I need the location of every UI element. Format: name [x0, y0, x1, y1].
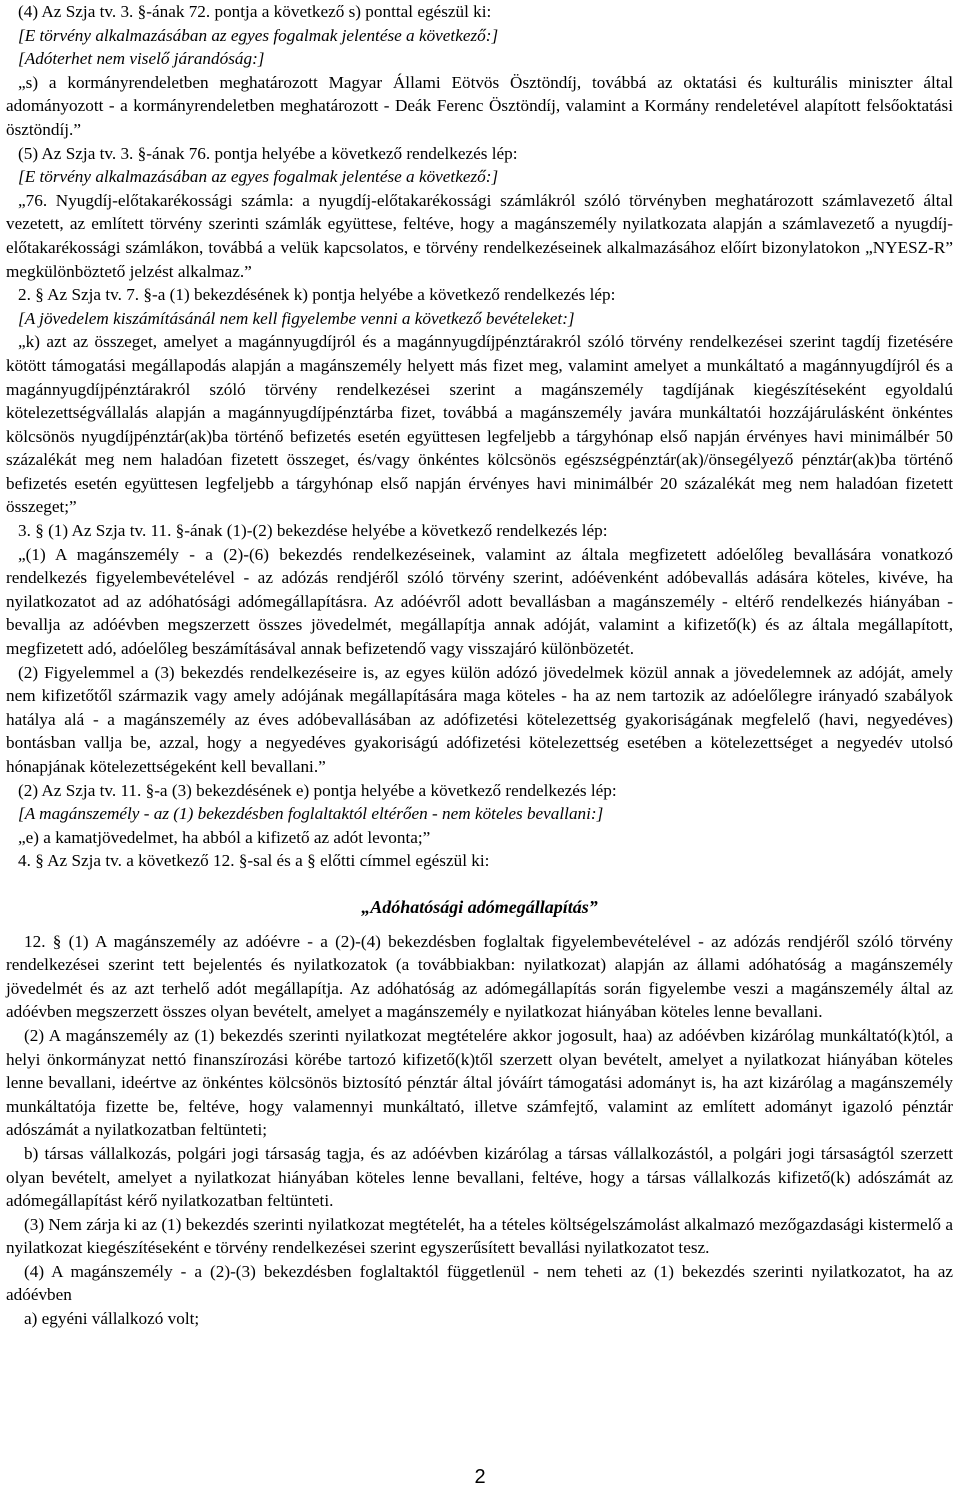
page-number: 2	[474, 1466, 486, 1488]
paragraph: (4) Az Szja tv. 3. §-ának 72. pontja a következő s) ponttal egészül ki:	[18, 2, 492, 21]
paragraph: b) társas vállalkozás, polgári jogi társaság tagja, és az adóévben kizárólag a társas vállalkozástól, a polgári jogi társaságtól szerzett olyan bevételt, amelyet a nyilatkozat hiányában köteles lenne bevallani, feltéve, hogy a társas vállalkozás kifizető(k) adószámát az adómegállapítást kérő nyilatkozatban feltünteti.	[6, 1143, 953, 1211]
paragraph: (4) A magánszemély - a (2)-(3) bekezdésben foglaltaktól függetlenül - nem teheti az (1) bekezdés szerinti nyilatkozatot, ha az adóévben	[6, 1261, 953, 1305]
paragraph-italic: [A magánszemély - az (1) bekezdésben foglaltaktól eltérően - nem köteles bevallani:]	[18, 804, 604, 824]
paragraph: „(1) A magánszemély - a (2)-(6) bekezdés rendelkezéseinek, valamint az általa megfizetett adóelőleg bevallására vonatkozó rendelkezés figyelembevételével - az adózás rendjéről szóló törvény szerint, adóévenként adóbevallás adására köteles, kivéve, ha nyilatkozatot ad az adóhatósági adómegállapításra. Az adóévről adott bevallásban a magánszemély - eltérő rendelkezés hiányában - bevallja az adóévben megszerzett összes jövedelmét, megállapítja annak adóját, valamint a kifizető(k) és az általa megállapított, megfizetett adó, adóelőleg beszámításával annak befizetendő vagy visszajáró különbözetét.	[6, 544, 953, 659]
paragraph-italic: [E törvény alkalmazásában az egyes fogalmak jelentése a következő:]	[18, 25, 499, 45]
paragraph: a) egyéni vállalkozó volt;	[24, 1309, 200, 1329]
paragraph: (5) Az Szja tv. 3. §-ának 76. pontja helyébe a következő rendelkezés lép:	[18, 143, 518, 163]
paragraph: (2) Figyelemmel a (3) bekezdés rendelkezéseire is, az egyes külön adózó jövedelmek közül annak a jövedelemnek az adóját, amely nem kifizetőtől származik vagy amely adójának megállapítására maga köteles - ha az nem tartozik az adóelőlegre irányadó szabályok hatálya alá - a magánszemély az éves adóbevallásában az adófizetési kötelezettség gyakoriságának megfelelő (havi, negyedéves) bontásban vallja be, azzal, hogy a negyedéves gyakoriságú adófizetési kötelezettség esetében a kötelezettséget a negyedév utolsó hónapjának kötelezettségeként kell bevallani.”	[6, 662, 953, 776]
paragraph-italic: [Adóterhet nem viselő járandóság:]	[18, 49, 265, 69]
paragraph: „e) a kamatjövedelmet, ha abból a kifizető az adót levonta;”	[18, 827, 431, 847]
paragraph: (2) Az Szja tv. 11. §-a (3) bekezdésének e) pontja helyébe a következő rendelkezés lép:	[18, 780, 617, 800]
paragraph: „76. Nyugdíj-előtakarékossági számla: a nyugdíj-előtakarékossági számlákról szóló törvényben meghatározott számlavezető által vezetett, az említett törvény szerinti számlák együttese, feltéve, hogy a magánszemély nyilatkozata alapján a számlavezető a nyugdíj-előtakarékossági számlákon, továbbá a velük kapcsolatos, e törvény rendelkezéseinek alkalmazásához előírt bizonylatokon „NYESZ-R” megkülönböztető jelzést alkalmaz.”	[6, 190, 953, 281]
paragraph: 12. § (1) A magánszemély az adóévre - a (2)-(4) bekezdésben foglaltak figyelembevételével - az adózás rendjéről szóló törvény rendelkezései szerint tett bejelentés és nyilatkozatok (a továbbiakban: nyilatkozat) alapján az állami adóhatóság a magánszemély jövedelmét és az azt terhelő adót megállapítja. Az adóhatóság az adómegállapítás során figyelembe veszi a magánszemély által az adóévben megszerzett összes olyan bevételt, amelyet a magánszemély e nyilatkozat hiányában köteles lenne bevallani.	[6, 931, 953, 1022]
section-paragraph: 3. § (1) Az Szja tv. 11. §-ának (1)-(2) bekezdése helyébe a következő rendelkezés lép:	[18, 521, 608, 541]
section-paragraph: 2. § Az Szja tv. 7. §-a (1) bekezdésének k) pontja helyébe a következő rendelkezés lép:	[18, 285, 616, 305]
paragraph-italic: [E törvény alkalmazásában az egyes fogalmak jelentése a következő:]	[18, 167, 499, 187]
section-heading: „Adóhatósági adómegállapítás”	[361, 896, 598, 917]
page-body	[6, 0, 953, 1331]
paragraph-italic: [A jövedelem kiszámításánál nem kell figyelembe venni a következő bevételeket:]	[18, 308, 575, 328]
paragraph: (3) Nem zárja ki az (1) bekezdés szerinti nyilatkozat megtételét, ha a tételes költségelszámolást alkalmazó mezőgazdasági kistermelő a nyilatkozat kiegészítéseként e törvény rendelkezései szerint egyszerűsített bevallási nyilatkozatot tesz.	[6, 1214, 953, 1258]
paragraph: (2) A magánszemély az (1) bekezdés szerinti nyilatkozat megtételére akkor jogosult, haa) az adóévben kizárólag munkáltató(k)tól, a helyi önkormányzat nettó finanszírozási körébe tartozó kifizető(k)től szerzett olyan bevételt, amelyet a nyilatkozat hiányában köteles lenne bevallani, ideértve az önkéntes kölcsönös biztosító pénztár által jóváírt támogatási adományt is, ha azt kizárólag a magánszemély munkáltatója fizette be, feltéve, hogy valamennyi munkáltató, illetve számfejtő, valamint az említett adományt igazoló pénztár adószámát a nyilatkozatban feltünteti;	[6, 1025, 953, 1140]
section-paragraph: 4. § Az Szja tv. a következő 12. §-sal és a § előtti címmel egészül ki:	[18, 851, 490, 871]
paragraph: „s) a kormányrendeletben meghatározott Magyar Állami Eötvös Ösztöndíj, továbbá az oktatási és kulturális miniszter által adományozott - a kormányrendeletben meghatározott - Deák Ferenc Ösztöndíj, valamint a Kormány rendeletével alapított felsőoktatási ösztöndíj.”	[6, 72, 953, 139]
paragraph: „k) azt az összeget, amelyet a magánnyugdíjról és a magánnyugdíjpénztárakról szóló törvény rendelkezései szerint tagdíj fizetésére kötött támogatási megállapodás alapján a magánszemély helyett más fizet meg, valamint amelyet a munkáltató a magánnyugdíjról és a magánnyugdíjpénztárakról szóló törvény rendelkezései szerint a magánszemély tagdíjának kiegészítéseként egyoldalú kötelezettségvállalás alapján a magánnyugdíjpénztárba fizet, továbbá a magánszemély javára munkáltatói hozzájárulásként önkéntes kölcsönös nyugdíjpénztár(ak)ba történő befizetés esetén együttesen legfeljebb a tárgyhónap első napján érvényes havi minimálbér 50 százalékát meg nem haladóan fizetett összeget, és/vagy önkéntes kölcsönös egészségpénztár(ak)/önsegélyező pénztár(ak)ba történő befizetés esetén együttesen legfeljebb a tárgyhónap első napján érvényes havi minimálbér 20 százalékát meg nem haladóan fizetett összeget;”	[6, 332, 953, 517]
